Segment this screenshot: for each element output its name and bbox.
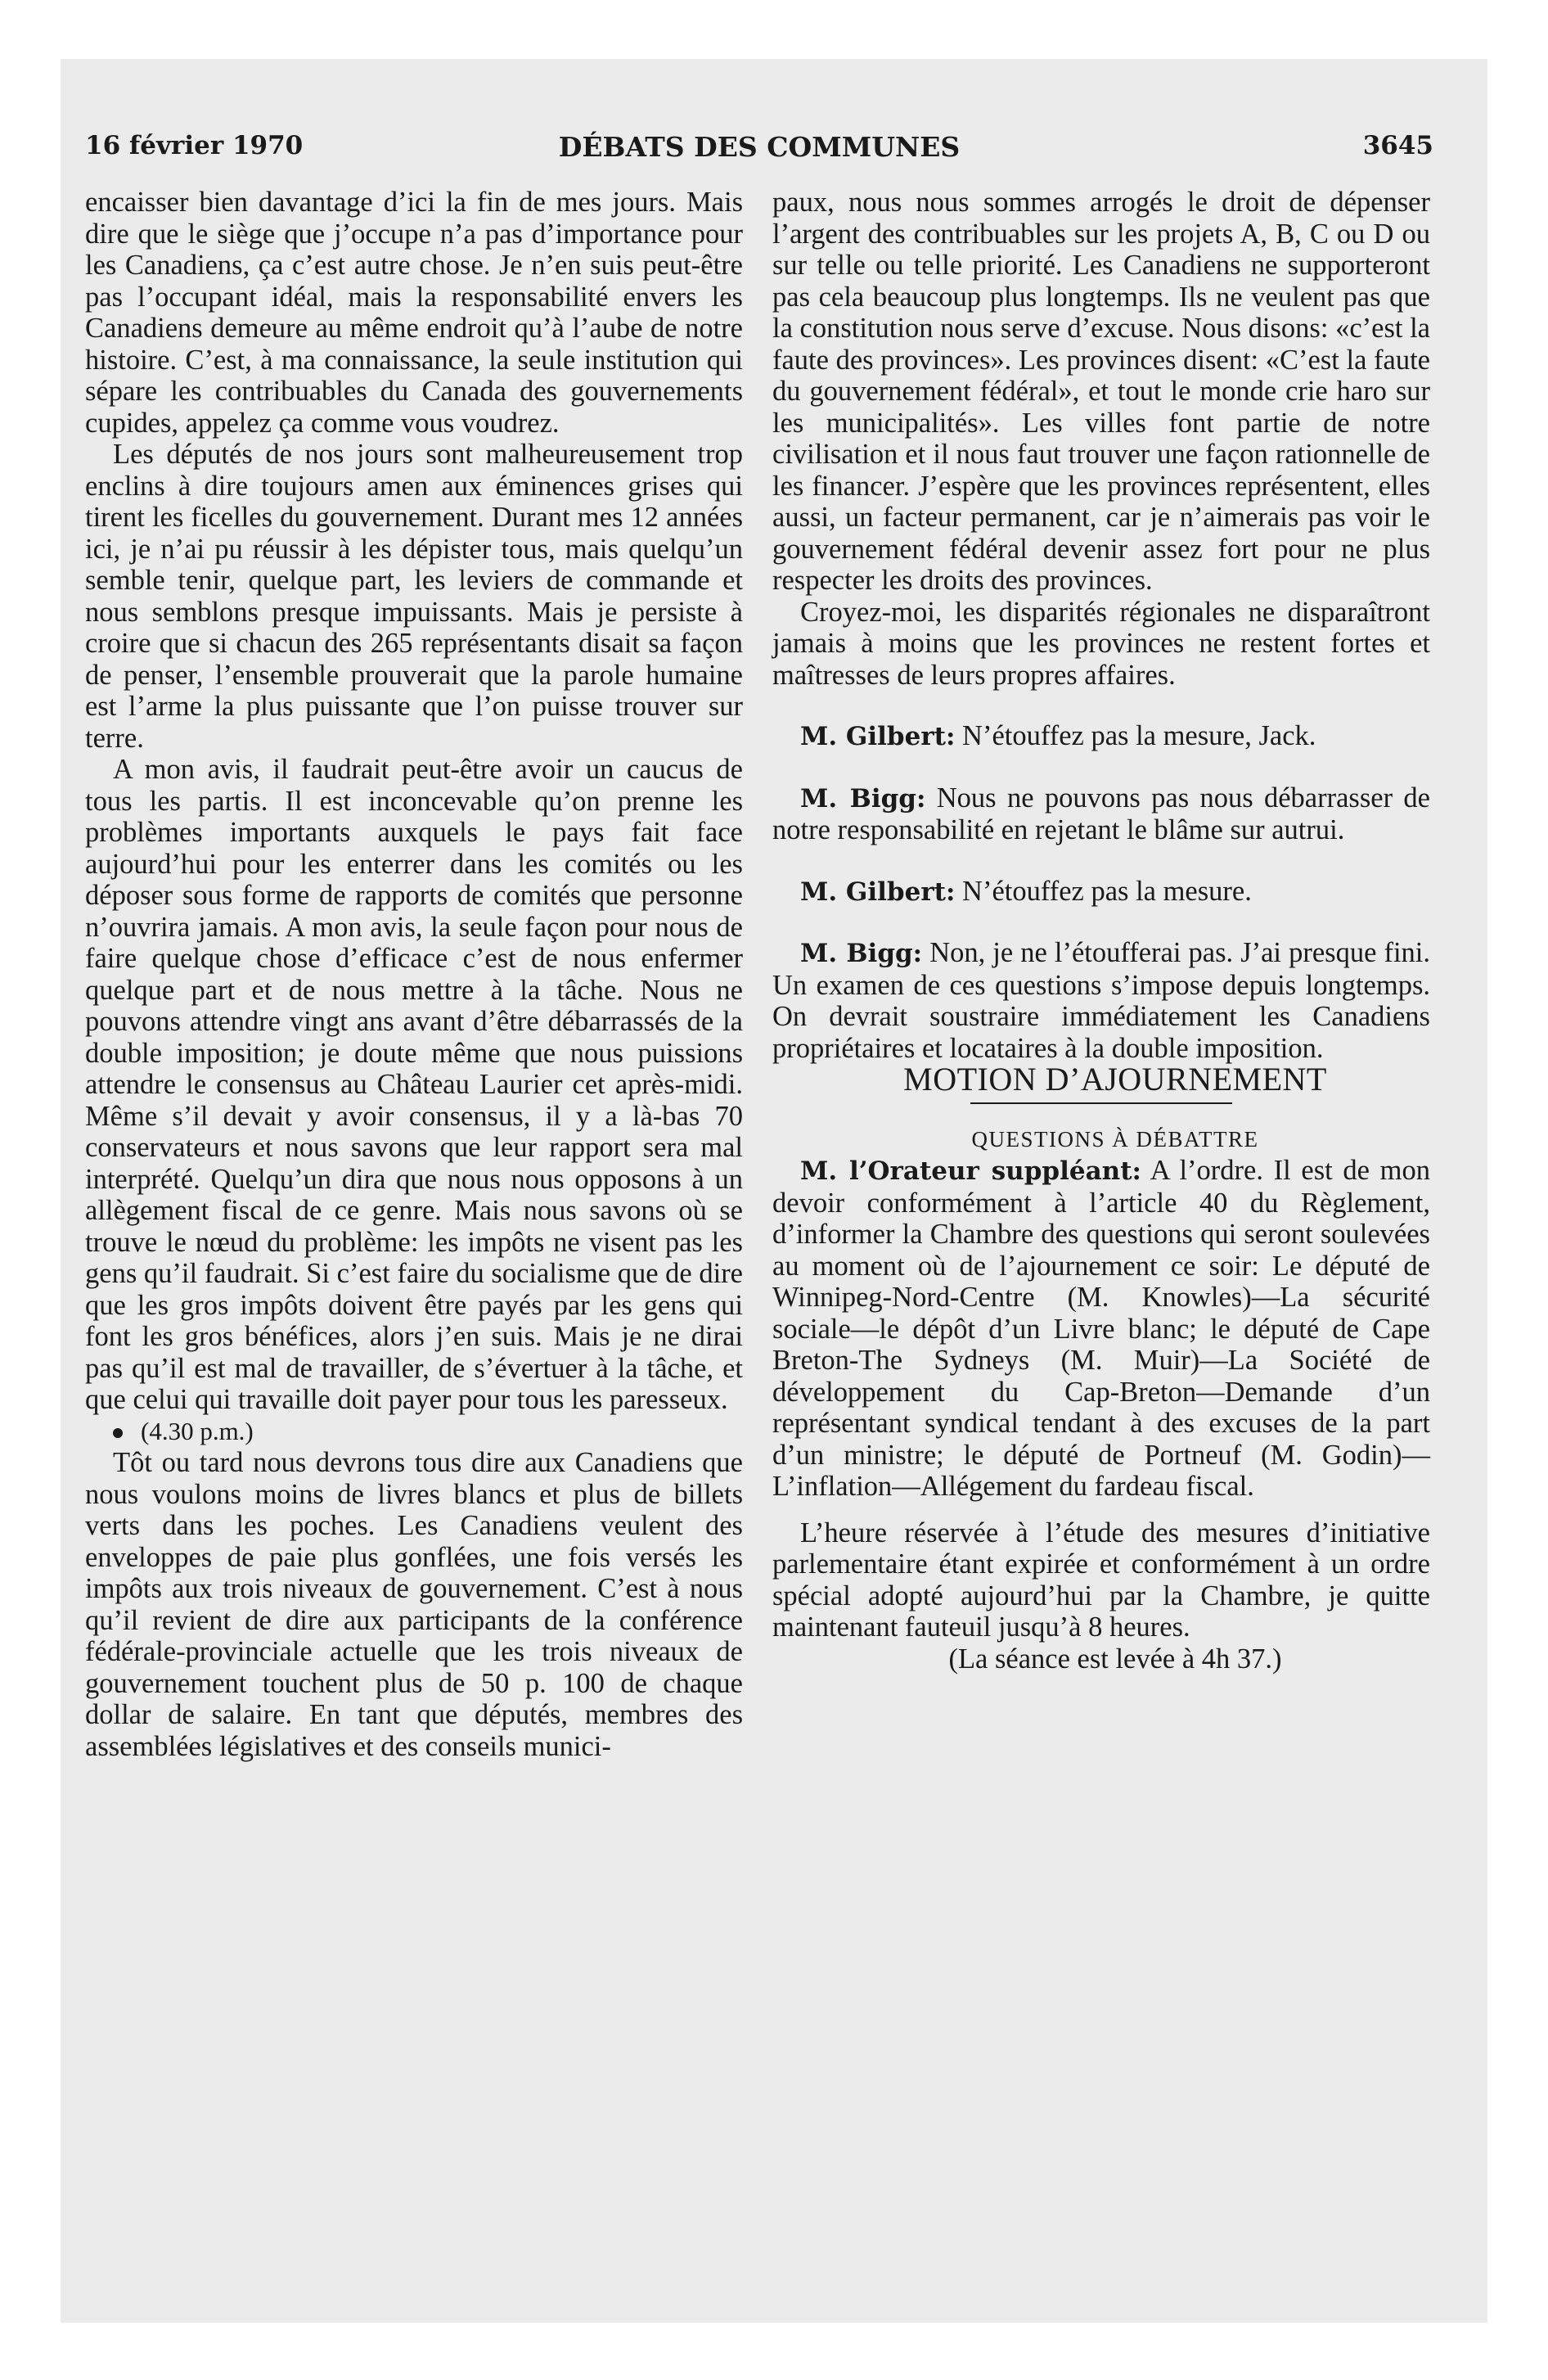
speech [772,782,1430,846]
speech [772,720,1430,753]
speaker-name: M. Bigg: [800,939,923,968]
paragraph: Croyez-moi, les disparités régionales ne disparaîtront jamais à moins que les provinces ne restent fortes et maîtresses de leurs propres affaires. [772,596,1430,691]
paragraph: A mon avis, il faudrait peut-être avoir un caucus de tous les partis. Il est inconcevable qu’on prenne les problèmes importants auxquels le pays fait face aujourd’hui pour les enterrer dans les comités ou les déposer sous forme de rapports de comités que personne n’ouvrira jamais. A mon avis, la seule façon pour nous de faire quelque chose d’efficace c’est de nous enfermer quelque part et de nous mettre à la tâche. Nous ne pouvons attendre vingt ans avant d’être débarrassés de la double imposition; je doute même que nous puissions attendre le consensus au Château Laurier cet après-midi. Même s’il devait y avoir consensus, il y a là-bas 70 conservateurs et nous savons que leur rapport sera mal interprété. Quelqu’un dira que nous nous opposons à un allègement fiscal de ce genre. Mais nous savons où se trouve le nœud du problème: les impôts ne visent pas les gens qu’il faudrait. Si c’est faire du socialisme que de dire que les gros impôts doivent être payés par les gens qui font les gros bénéfices, alors j’en suis. Mais je ne dirai pas qu’il est mal de travailler, de s’évertuer à la tâche, et que celui qui travaille doit payer pour tous les paresseux. [85,754,743,1415]
section-title: MOTION D’AJOURNEMENT [903,1061,1327,1098]
speech [772,1155,1430,1503]
header-publication: DÉBATS DES COMMUNES [558,131,961,163]
paragraph: Tôt ou tard nous devrons tous dire aux Canadiens que nous voulons moins de livres blancs et plus de billets verts dans les poches. Les Canadiens veulent des enveloppes de paie plus gonflées, une fois versés les impôts aux trois niveaux de gouvernement. C’est à nous qu’il revient de dire aux participants de la conférence fédérale-provinciale actuelle que les trois niveaux de gouvernement touchent plus de 50 p. 100 de chaque dollar de salaire. En tant que députés, membres des assemblées législatives et des conseils munici- [85,1447,743,1762]
section-subtitle: QUESTIONS À DÉBATTRE [971,1126,1259,1152]
speaker-name: M. Bigg: [800,783,926,814]
paragraph: Les députés de nos jours sont malheureusement trop enclins à dire toujours amen aux éminences grises qui tirent les ficelles du gouvernement. Durant mes 12 années ici, je n’ai pu réussir à les dépister tous, mais quelqu’un semble tenir, quelque part, les leviers de commande et nous semblons presque impuissants. Mais je persiste à croire que si chacun des 265 représentants disait sa façon de penser, l’ensemble prouverait que la parole humaine est l’arme la plus puissante que l’on puisse trouver sur terre. [85,439,743,754]
speaker-name: M. Gilbert: [800,877,956,907]
speech [772,937,1430,1064]
left-column [85,187,743,1762]
section-rule [970,1102,1232,1104]
speech-text: A l’ordre. Il est de mon devoir conformément à l’article 40 du Règlement, d’informer la Chambre des questions qui seront soulevées au moment où de l’ajournement ce soir: Le député de Winnipeg-Nord-Centre (M. Knowles)—La sécurité sociale—le dépôt d’un Livre blanc; le député de Cape Breton-The Sydneys (M. Muir)—La Société de développement du Cap-Breton—Demande d’un représentant syndical tendant à des excuses de la part d’un ministre; le député de Portneuf (M. Godin)—L’inflation—Allégement du fardeau fiscal. [772,1155,1430,1502]
paragraph: paux, nous nous sommes arrogés le droit de dépenser l’argent des contribuables sur les projets A, B, C ou D ou sur telle ou telle priorité. Les Canadiens ne supporteront pas cela beaucoup plus longtemps. Ils ne veulent pas que la constitution nous serve d’excuse. Nous disons: «c’est la faute des provinces». Les provinces disent: «C’est la faute du gouvernement fédéral», et tout le monde crie haro sur les municipalités». Les villes font partie de notre civilisation et il nous faut trouver une façon rationnelle de les financer. J’espère que les provinces représentent, elles aussi, un facteur permanent, car je n’aimerais pas voir le gouvernement fédéral devenir assez fort pour ne plus respecter les droits des provinces. [772,187,1430,596]
header-page-number: 3645 [1362,131,1433,160]
bullet-icon [113,1428,123,1438]
paragraph: L’heure réservée à l’étude des mesures d’initiative parlementaire étant expirée et conformément à un ordre spécial adopté aujourd’hui par la Chambre, je quitte maintenant fauteuil jusqu’à 8 heures. [772,1517,1430,1643]
page-header [85,131,1433,170]
time-text: (4.30 p.m.) [141,1416,254,1445]
paragraph: encaisser bien davantage d’ici la fin de mes jours. Mais dire que le siège que j’occupe n’a pas d’importance pour les Canadiens, ça c’est autre chose. Je n’en suis peut-être pas l’occupant idéal, mais la responsabilité envers les Canadiens demeure au même endroit qu’à l’aube de notre histoire. C’est, à ma connaissance, la seule institution qui sépare les contribuables du Canada des gouvernements cupides, appelez ça comme vous voudrez. [85,187,743,439]
right-column [772,187,1430,1675]
speech-text: Nous ne pouvons pas nous débarrasser de notre responsabilité en rejetant le blâme sur autrui. [772,782,1430,845]
speaker-name: M. Gilbert: [800,722,956,751]
closing-note: (La séance est levée à 4h 37.) [948,1643,1282,1675]
time-marker [85,1416,743,1448]
speech [772,876,1430,908]
speech-text: N’étouffez pas la mesure, Jack. [955,720,1316,751]
speech-text: N’étouffez pas la mesure. [955,875,1252,907]
speaker-name: M. l’Orateur suppléant: [800,1156,1141,1186]
speech-text: Non, je ne l’étoufferai pas. J’ai presque fini. Un examen de ces questions s’impose depuis longtemps. On devrait soustraire immédiatement les Canadiens propriétaires et locataires à la double imposition. [772,937,1430,1064]
header-date: 16 février 1970 [85,131,304,160]
